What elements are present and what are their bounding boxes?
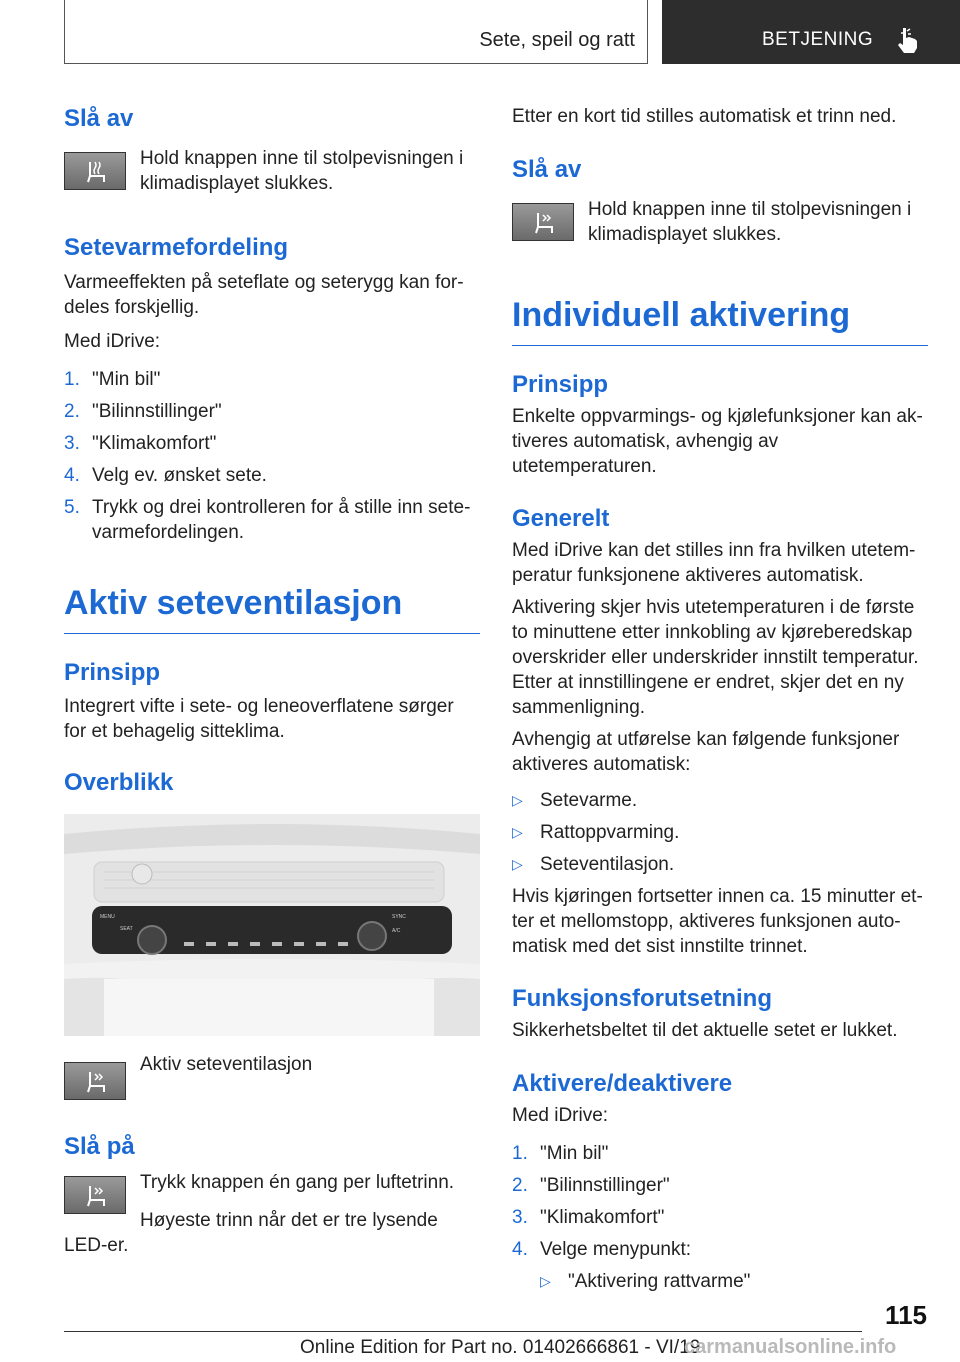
header-section-title: Sete, speil og ratt <box>479 29 635 51</box>
list-item: 4. Velg ev. ønsket sete. <box>64 465 267 486</box>
idrive-intro-right: Med iDrive: <box>512 1105 609 1126</box>
sla-av-row <box>64 146 480 196</box>
heading-prinsipp-right: Prinsipp <box>512 371 609 398</box>
left-column <box>64 104 480 1258</box>
ventilation-caption: Aktiv seteventilasjon <box>140 1054 313 1075</box>
generelt-p3: Avhengig at utførelse kan følgende funksjoner aktiveres automatisk: <box>512 729 900 775</box>
prinsipp-text-left: Integrert vifte i sete- og leneoverflatene sørger for et behagelig sitteklima. <box>64 696 454 742</box>
heading-sla-av: Slå av <box>64 105 134 132</box>
sla-pa-text-1: Trykk knappen én gang per luftetrinn. <box>140 1172 455 1193</box>
seat-ventilation-button-icon <box>64 1176 126 1214</box>
list-item: ▷ Seteventilasjon. <box>512 854 675 875</box>
footer-edition: Online Edition for Part no. 01402666861 - VI/19 <box>300 1337 701 1358</box>
heading-prinsipp-left: Prinsipp <box>64 659 161 686</box>
heading-funksjonsforutsetning: Funksjonsforutsetning <box>512 985 772 1012</box>
list-item: 1. "Min bil" <box>64 369 161 390</box>
heading-overblikk: Overblikk <box>64 769 174 796</box>
climate-panel-illustration <box>64 814 480 1036</box>
heading-sla-av-right: Slå av <box>512 156 582 183</box>
ventilation-icon-row <box>64 1056 480 1100</box>
generelt-p4: Hvis kjøringen fortsetter innen ca. 15 minutter et-ter et mellomstopp, aktiveres funksjonen auto-matisk med det sist innstilte trinnet. <box>512 886 923 957</box>
header-chapter-title: BETJENING <box>762 29 874 50</box>
heading-aktivere-deaktivere: Aktivere/deaktivere <box>512 1070 733 1097</box>
list-item: 4. Velge menypunkt: <box>512 1239 692 1260</box>
sla-av-text: Hold knappen inne til stolpevisningen i klimadisplayet slukkes. <box>140 148 464 194</box>
footer-divider <box>64 1331 862 1332</box>
list-item: ▷ "Aktivering rattvarme" <box>540 1271 751 1292</box>
fordeling-steps <box>64 367 480 545</box>
prinsipp-text-right: Enkelte oppvarmings- og kjølefunksjoner kan ak-tiveres automatisk, avhengig av utetemperaturen. <box>512 406 923 477</box>
page-number: 115 <box>885 1300 927 1330</box>
list-item: 5. Trykk og drei kontrolleren for å stille inn sete-varmefordelingen. <box>64 497 471 543</box>
seat-ventilation-button-icon <box>64 1062 126 1100</box>
panel-label: A/C <box>392 928 401 934</box>
list-item: ▷ Rattoppvarming. <box>512 822 680 843</box>
heading-setevarmefordeling: Setevarmefordeling <box>64 234 289 261</box>
idrive-intro: Med iDrive: <box>64 331 161 352</box>
seat-ventilation-button-icon <box>512 203 574 241</box>
list-item: 2. "Bilinnstillinger" <box>512 1175 670 1196</box>
header-section-box <box>64 0 648 64</box>
list-item: 2. "Bilinnstillinger" <box>64 401 222 422</box>
sla-av-text-right: Hold knappen inne til stolpevisningen i klimadisplayet slukkes. <box>588 199 912 245</box>
heading-generelt: Generelt <box>512 505 610 532</box>
aktivere-steps <box>512 1141 928 1294</box>
seat-heat-button-icon <box>64 152 126 190</box>
list-item: 1. "Min bil" <box>512 1143 609 1164</box>
heading-individuell-aktivering: Individuell aktivering <box>512 293 928 346</box>
hand-pointer-icon <box>894 26 920 54</box>
panel-label: SYNC <box>392 914 406 920</box>
list-item: 3. "Klimakomfort" <box>512 1207 665 1228</box>
generelt-p2: Aktivering skjer hvis utetemperaturen i de første to minuttene etter innkobling av kjøreberedskap overskrider eller underskrider innstilt temperatur. Etter at innstillingene er endret, skjer det en ny sammenligning. <box>512 597 919 718</box>
sla-av-row-right <box>512 197 928 247</box>
climate-panel-figure <box>64 814 480 1036</box>
panel-label: SEAT <box>120 926 133 932</box>
right-column <box>512 104 928 1294</box>
auto-functions-list <box>512 788 928 877</box>
generelt-p1: Med iDrive kan det stilles inn fra hvilken utetem-peratur funksjonene aktiveres automatisk. <box>512 540 916 586</box>
right-intro: Etter en kort tid stilles automatisk et trinn ned. <box>512 106 897 127</box>
fordeling-text: Varmeeffekten på seteflate og seterygg kan for-deles forskjellig. <box>64 272 464 318</box>
heading-aktiv-seteventilasjon: Aktiv seteventilasjon <box>64 581 480 634</box>
sla-pa-text-2: Høyeste trinn når det er tre lysende LED-er. <box>64 1210 438 1256</box>
watermark: carmanualsonline.info <box>684 1336 897 1358</box>
list-item: 3. "Klimakomfort" <box>64 433 217 454</box>
panel-label: MENU <box>100 914 115 920</box>
forutsetning-text: Sikkerhetsbeltet til det aktuelle setet er lukket. <box>512 1020 898 1041</box>
list-item: ▷ Setevarme. <box>512 790 638 811</box>
heading-sla-pa: Slå på <box>64 1133 135 1160</box>
